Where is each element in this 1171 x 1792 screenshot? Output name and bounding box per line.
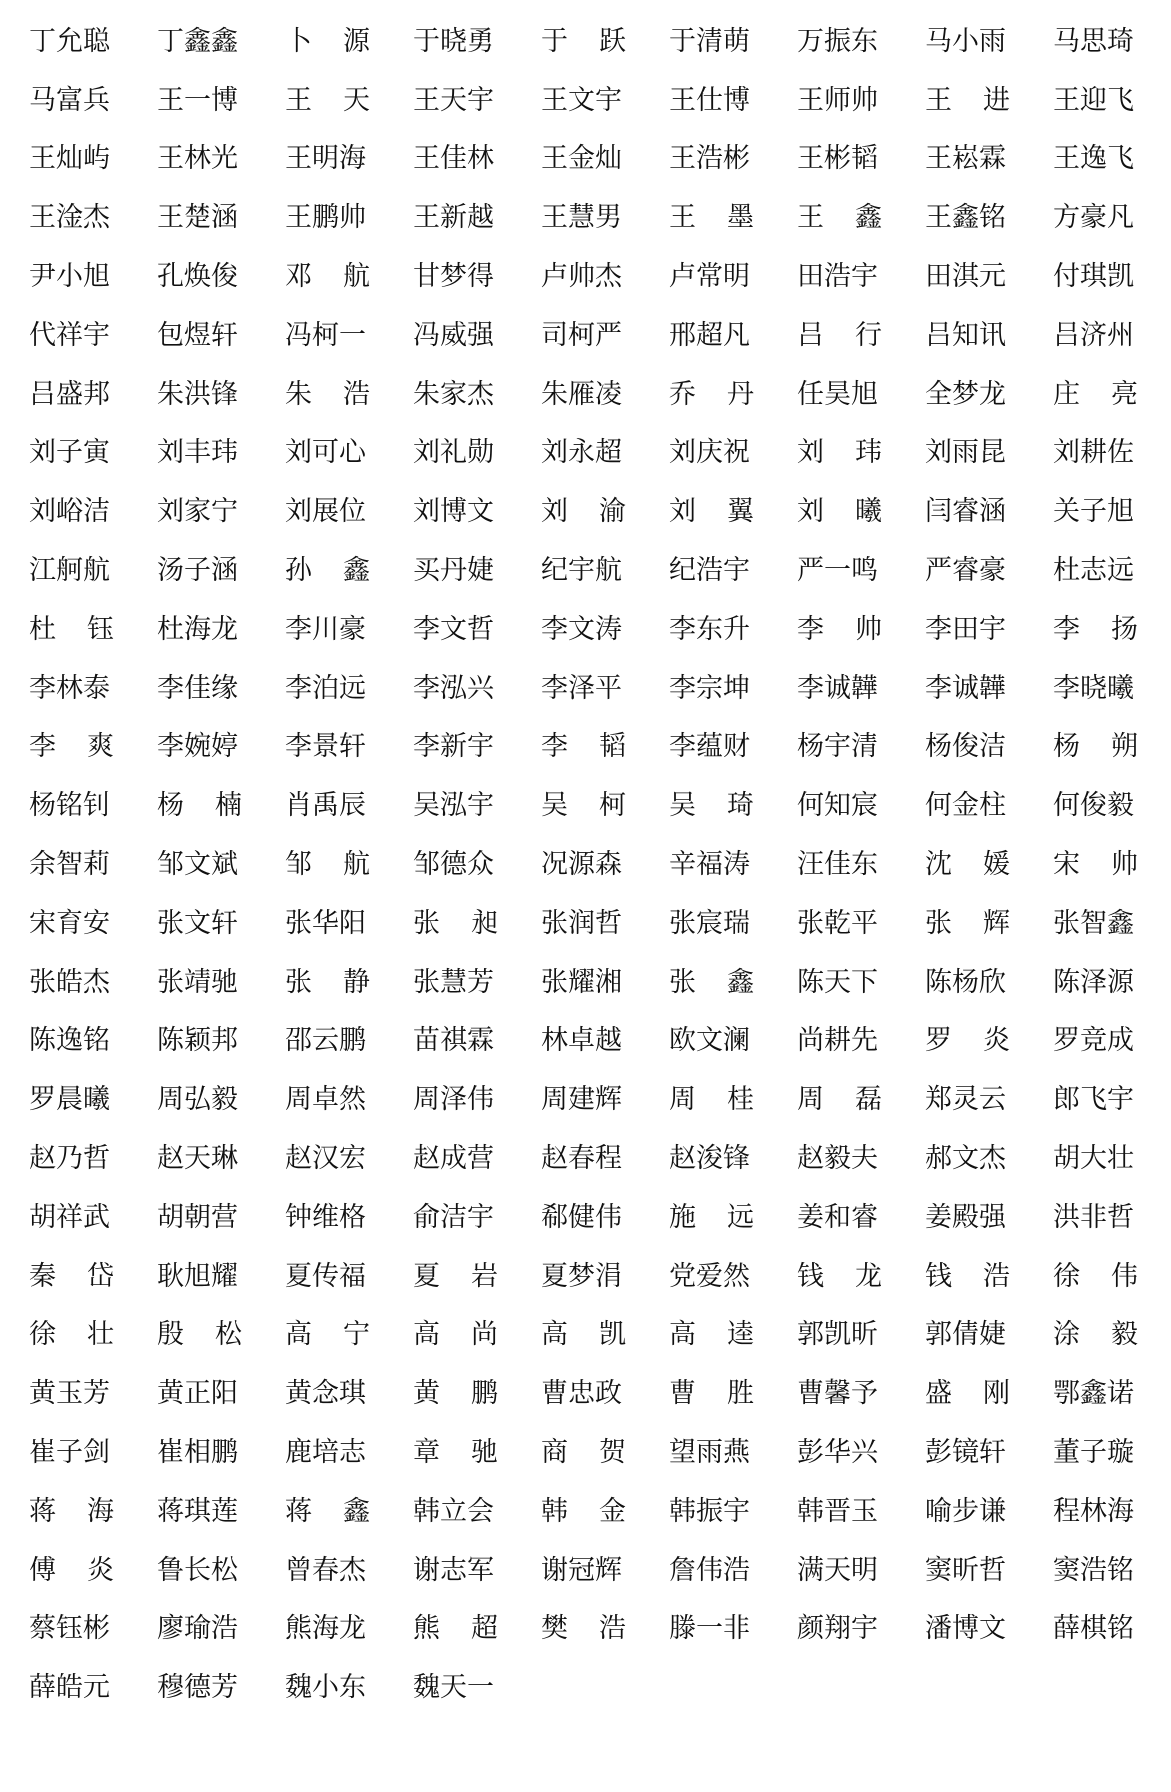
name-entry: 周 磊 (797, 1084, 882, 1116)
name-entry: 马思琦 (1053, 25, 1134, 57)
name-entry: 胡朝营 (157, 1201, 238, 1233)
name-entry: 刘 翼 (669, 496, 754, 528)
name-entry: 李 扬 (1053, 613, 1138, 645)
name-entry: 苗祺霖 (413, 1025, 494, 1057)
name-entry: 王 墨 (669, 202, 754, 234)
name-entry: 张润哲 (541, 907, 622, 939)
name-entry: 朱洪锋 (157, 378, 238, 410)
name-entry: 朱 浩 (285, 378, 370, 410)
name-entry: 张靖驰 (157, 966, 238, 998)
name-entry: 薛棋铭 (1053, 1613, 1134, 1645)
name-entry: 蔡钰彬 (29, 1613, 110, 1645)
name-entry: 彭镜轩 (925, 1437, 1006, 1469)
name-entry: 樊 浩 (541, 1613, 626, 1645)
name-entry: 姜和睿 (797, 1201, 878, 1233)
name-entry: 穆德芳 (157, 1672, 238, 1704)
name-entry: 李景轩 (285, 731, 366, 763)
name-entry: 秦 岱 (29, 1260, 114, 1292)
name-entry: 何金柱 (925, 790, 1006, 822)
name-entry: 杜 钰 (29, 613, 114, 645)
name-entry: 张文轩 (157, 907, 238, 939)
name-entry: 郭凯昕 (797, 1319, 878, 1351)
name-entry: 鄂鑫诺 (1053, 1378, 1134, 1410)
name-entry: 刘家宁 (157, 496, 238, 528)
name-entry: 卢帅杰 (541, 261, 622, 293)
name-entry: 余智莉 (29, 849, 110, 881)
name-entry: 曹忠政 (541, 1378, 622, 1410)
name-entry: 何知宸 (797, 790, 878, 822)
name-entry: 李诚韡 (797, 672, 878, 704)
name-entry: 罗晨曦 (29, 1084, 110, 1116)
name-entry: 谢冠辉 (541, 1554, 622, 1586)
name-entry: 鹿培志 (285, 1437, 366, 1469)
name-entry: 李蕴财 (669, 731, 750, 763)
name-entry: 吕知讯 (925, 319, 1006, 351)
name-entry: 崔相鹏 (157, 1437, 238, 1469)
name-entry: 韩振宇 (669, 1495, 750, 1527)
name-entry: 邹 航 (285, 849, 370, 881)
name-entry: 王新越 (413, 202, 494, 234)
name-entry: 林卓越 (541, 1025, 622, 1057)
name-entry: 吴泓宇 (413, 790, 494, 822)
name-entry: 刘庆祝 (669, 437, 750, 469)
name-entry: 吕 行 (797, 319, 882, 351)
name-entry: 李文涛 (541, 613, 622, 645)
name-entry: 郑灵云 (925, 1084, 1006, 1116)
name-entry: 赵汉宏 (285, 1143, 366, 1175)
name-entry: 夏传福 (285, 1260, 366, 1292)
name-entry: 曾春杰 (285, 1554, 366, 1586)
name-entry: 包煜轩 (157, 319, 238, 351)
name-entry: 李婉婷 (157, 731, 238, 763)
name-entry: 王崧霖 (925, 143, 1006, 175)
name-entry: 关子旭 (1053, 496, 1134, 528)
name-entry: 王楚涵 (157, 202, 238, 234)
name-entry: 鲁长松 (157, 1554, 238, 1586)
name-entry: 章 驰 (413, 1437, 498, 1469)
name-entry: 任昊旭 (797, 378, 878, 410)
name-entry: 张耀湘 (541, 966, 622, 998)
name-entry: 李新宇 (413, 731, 494, 763)
name-entry: 万振东 (797, 25, 878, 57)
name-entry: 尚耕先 (797, 1025, 878, 1057)
name-entry: 张 辉 (925, 907, 1010, 939)
name-entry: 李川豪 (285, 613, 366, 645)
name-entry: 俞洁宇 (413, 1201, 494, 1233)
name-entry: 丁鑫鑫 (157, 25, 238, 57)
name-entry: 廖瑜浩 (157, 1613, 238, 1645)
name-entry: 韩立会 (413, 1495, 494, 1527)
name-entry: 熊 超 (413, 1613, 498, 1645)
name-list (29, 12, 1151, 1717)
name-entry: 冯柯一 (285, 319, 366, 351)
name-entry: 纪宇航 (541, 555, 622, 587)
name-entry: 涂 毅 (1053, 1319, 1138, 1351)
name-entry: 张 静 (285, 966, 370, 998)
name-entry: 程林海 (1053, 1495, 1134, 1527)
name-entry: 蒋琪莲 (157, 1495, 238, 1527)
name-entry: 刘礼勋 (413, 437, 494, 469)
name-entry: 郭倩婕 (925, 1319, 1006, 1351)
name-entry: 张皓杰 (29, 966, 110, 998)
name-entry: 何俊毅 (1053, 790, 1134, 822)
name-entry: 李佳缘 (157, 672, 238, 704)
name-entry: 杜海龙 (157, 613, 238, 645)
name-entry: 张智鑫 (1053, 907, 1134, 939)
name-entry: 钱 浩 (925, 1260, 1010, 1292)
name-entry: 朱雁凌 (541, 378, 622, 410)
name-entry: 杨宇清 (797, 731, 878, 763)
name-entry: 王淦杰 (29, 202, 110, 234)
name-entry: 辛福涛 (669, 849, 750, 881)
name-entry: 刘耕佐 (1053, 437, 1134, 469)
name-entry: 买丹婕 (413, 555, 494, 587)
name-entry: 肖禹辰 (285, 790, 366, 822)
name-entry: 朱家杰 (413, 378, 494, 410)
name-entry: 董子璇 (1053, 1437, 1134, 1469)
name-entry: 李 帅 (797, 613, 882, 645)
name-entry: 纪浩宇 (669, 555, 750, 587)
name-entry: 周 桂 (669, 1084, 754, 1116)
name-entry: 耿旭耀 (157, 1260, 238, 1292)
name-entry: 王师帅 (797, 84, 878, 116)
name-entry: 滕一非 (669, 1613, 750, 1645)
name-entry: 黄玉芳 (29, 1378, 110, 1410)
name-entry: 高 凯 (541, 1319, 626, 1351)
name-entry: 喻步谦 (925, 1495, 1006, 1527)
name-entry: 赵乃哲 (29, 1143, 110, 1175)
name-entry: 殷 松 (157, 1319, 242, 1351)
name-entry: 蒋 海 (29, 1495, 114, 1527)
name-entry: 吴 琦 (669, 790, 754, 822)
name-entry: 王鹏帅 (285, 202, 366, 234)
name-entry: 高 宁 (285, 1319, 370, 1351)
name-entry: 刘展位 (285, 496, 366, 528)
name-entry: 李泽平 (541, 672, 622, 704)
name-entry: 胡大壮 (1053, 1143, 1134, 1175)
name-entry: 陈天下 (797, 966, 878, 998)
name-entry: 钱 龙 (797, 1260, 882, 1292)
name-entry: 李晓曦 (1053, 672, 1134, 704)
name-entry: 窦浩铭 (1053, 1554, 1134, 1586)
name-entry: 王金灿 (541, 143, 622, 175)
name-entry: 李泊远 (285, 672, 366, 704)
name-entry: 王佳林 (413, 143, 494, 175)
name-entry: 刘博文 (413, 496, 494, 528)
name-entry: 赵成营 (413, 1143, 494, 1175)
name-entry: 张华阳 (285, 907, 366, 939)
name-entry: 张宸瑞 (669, 907, 750, 939)
name-entry: 傅 炎 (29, 1554, 114, 1586)
name-entry: 李诚韡 (925, 672, 1006, 704)
name-entry: 况源森 (541, 849, 622, 881)
name-entry: 赵春程 (541, 1143, 622, 1175)
name-entry: 曹 胜 (669, 1378, 754, 1410)
name-entry: 党爱然 (669, 1260, 750, 1292)
name-entry: 闫睿涵 (925, 496, 1006, 528)
name-entry: 王逸飞 (1053, 143, 1134, 175)
name-entry: 郎飞宇 (1053, 1084, 1134, 1116)
name-entry: 于 跃 (541, 25, 626, 57)
name-entry: 曹馨予 (797, 1378, 878, 1410)
name-entry: 郗健伟 (541, 1201, 622, 1233)
name-entry: 田浩宇 (797, 261, 878, 293)
name-entry: 杜志远 (1053, 555, 1134, 587)
name-entry: 胡祥武 (29, 1201, 110, 1233)
name-entry: 王仕博 (669, 84, 750, 116)
name-entry: 马富兵 (29, 84, 110, 116)
name-entry: 王一博 (157, 84, 238, 116)
name-entry: 杨铭钊 (29, 790, 110, 822)
name-entry: 庄 亮 (1053, 378, 1138, 410)
name-entry: 徐 壮 (29, 1319, 114, 1351)
name-entry: 蒋 鑫 (285, 1495, 370, 1527)
name-entry: 张 昶 (413, 907, 498, 939)
name-entry: 洪非哲 (1053, 1201, 1134, 1233)
name-entry: 潘博文 (925, 1613, 1006, 1645)
name-entry: 邹文斌 (157, 849, 238, 881)
name-entry: 窦昕哲 (925, 1554, 1006, 1586)
name-entry: 李文哲 (413, 613, 494, 645)
name-entry: 王 天 (285, 84, 370, 116)
name-entry: 杨 楠 (157, 790, 242, 822)
name-entry: 刘 渝 (541, 496, 626, 528)
name-entry: 王 鑫 (797, 202, 882, 234)
name-entry: 吴 柯 (541, 790, 626, 822)
name-entry: 刘 曦 (797, 496, 882, 528)
name-entry: 邹德众 (413, 849, 494, 881)
name-entry: 黄 鹏 (413, 1378, 498, 1410)
name-entry: 邵云鹏 (285, 1025, 366, 1057)
name-entry: 施 远 (669, 1201, 754, 1233)
name-entry: 徐 伟 (1053, 1260, 1138, 1292)
name-entry: 卜 源 (285, 25, 370, 57)
name-entry: 韩 金 (541, 1495, 626, 1527)
name-entry: 谢志军 (413, 1554, 494, 1586)
name-entry: 周弘毅 (157, 1084, 238, 1116)
name-entry: 赵浚锋 (669, 1143, 750, 1175)
name-entry: 盛 刚 (925, 1378, 1010, 1410)
name-entry: 张 鑫 (669, 966, 754, 998)
name-entry: 杨俊洁 (925, 731, 1006, 763)
name-entry: 郝文杰 (925, 1143, 1006, 1175)
name-entry: 薛皓元 (29, 1672, 110, 1704)
name-entry: 江舸航 (29, 555, 110, 587)
name-entry: 王 进 (925, 84, 1010, 116)
name-entry: 全梦龙 (925, 378, 1006, 410)
name-entry: 赵天琳 (157, 1143, 238, 1175)
name-entry: 夏 岩 (413, 1260, 498, 1292)
name-entry: 刘丰玮 (157, 437, 238, 469)
name-entry: 满天明 (797, 1554, 878, 1586)
name-entry: 丁允聪 (29, 25, 110, 57)
name-entry: 韩晋玉 (797, 1495, 878, 1527)
name-entry: 王林光 (157, 143, 238, 175)
name-entry: 马小雨 (925, 25, 1006, 57)
name-entry: 王天宇 (413, 84, 494, 116)
name-entry: 汪佳东 (797, 849, 878, 881)
name-entry: 方豪凡 (1053, 202, 1134, 234)
name-entry: 罗竞成 (1053, 1025, 1134, 1057)
name-entry: 周建辉 (541, 1084, 622, 1116)
name-entry: 李 韬 (541, 731, 626, 763)
name-entry: 欧文澜 (669, 1025, 750, 1057)
name-entry: 周泽伟 (413, 1084, 494, 1116)
name-entry: 陈逸铭 (29, 1025, 110, 1057)
name-entry: 望雨燕 (669, 1437, 750, 1469)
name-entry: 李田宇 (925, 613, 1006, 645)
name-entry: 冯威强 (413, 319, 494, 351)
name-entry: 邓 航 (285, 261, 370, 293)
name-entry: 司柯严 (541, 319, 622, 351)
name-entry: 严睿豪 (925, 555, 1006, 587)
name-entry: 刘峪洁 (29, 496, 110, 528)
name-entry: 孔焕俊 (157, 261, 238, 293)
name-entry: 詹伟浩 (669, 1554, 750, 1586)
name-entry: 付琪凯 (1053, 261, 1134, 293)
name-entry: 熊海龙 (285, 1613, 366, 1645)
name-entry: 邢超凡 (669, 319, 750, 351)
name-entry: 于清萌 (669, 25, 750, 57)
name-entry: 刘永超 (541, 437, 622, 469)
name-entry: 赵毅夫 (797, 1143, 878, 1175)
name-entry: 孙 鑫 (285, 555, 370, 587)
name-entry: 代祥宇 (29, 319, 110, 351)
name-entry: 杨 朔 (1053, 731, 1138, 763)
name-entry: 彭华兴 (797, 1437, 878, 1469)
name-entry: 魏小东 (285, 1672, 366, 1704)
name-entry: 夏梦涓 (541, 1260, 622, 1292)
name-entry: 王文宇 (541, 84, 622, 116)
name-entry: 刘子寅 (29, 437, 110, 469)
name-entry: 王浩彬 (669, 143, 750, 175)
name-entry: 黄念琪 (285, 1378, 366, 1410)
name-entry: 甘梦得 (413, 261, 494, 293)
name-entry: 黄正阳 (157, 1378, 238, 1410)
name-entry: 钟维格 (285, 1201, 366, 1233)
name-entry: 高 尚 (413, 1319, 498, 1351)
name-entry: 王慧男 (541, 202, 622, 234)
name-entry: 李宗坤 (669, 672, 750, 704)
name-entry: 李林泰 (29, 672, 110, 704)
name-entry: 王迎飞 (1053, 84, 1134, 116)
name-entry: 张慧芳 (413, 966, 494, 998)
name-entry: 吕盛邦 (29, 378, 110, 410)
name-entry: 汤子涵 (157, 555, 238, 587)
name-entry: 陈杨欣 (925, 966, 1006, 998)
name-entry: 陈泽源 (1053, 966, 1134, 998)
name-entry: 高 逵 (669, 1319, 754, 1351)
name-entry: 严一鸣 (797, 555, 878, 587)
name-entry: 吕济州 (1053, 319, 1134, 351)
name-entry: 魏天一 (413, 1672, 494, 1704)
name-entry: 王明海 (285, 143, 366, 175)
name-entry: 王灿屿 (29, 143, 110, 175)
name-entry: 姜殿强 (925, 1201, 1006, 1233)
name-entry: 宋 帅 (1053, 849, 1138, 881)
name-entry: 尹小旭 (29, 261, 110, 293)
name-entry: 李东升 (669, 613, 750, 645)
name-entry: 于晓勇 (413, 25, 494, 57)
name-entry: 崔子剑 (29, 1437, 110, 1469)
name-entry: 周卓然 (285, 1084, 366, 1116)
name-entry: 刘可心 (285, 437, 366, 469)
name-entry: 刘雨昆 (925, 437, 1006, 469)
name-entry: 李泓兴 (413, 672, 494, 704)
name-entry: 刘 玮 (797, 437, 882, 469)
name-entry: 卢常明 (669, 261, 750, 293)
name-entry: 王鑫铭 (925, 202, 1006, 234)
name-entry: 乔 丹 (669, 378, 754, 410)
name-entry: 宋育安 (29, 907, 110, 939)
name-entry: 田淇元 (925, 261, 1006, 293)
name-entry: 张乾平 (797, 907, 878, 939)
name-entry: 陈颖邦 (157, 1025, 238, 1057)
name-entry: 罗 炎 (925, 1025, 1010, 1057)
name-entry: 商 贺 (541, 1437, 626, 1469)
name-entry: 王彬韬 (797, 143, 878, 175)
name-entry: 李 爽 (29, 731, 114, 763)
name-entry: 颜翔宇 (797, 1613, 878, 1645)
name-entry: 沈 媛 (925, 849, 1010, 881)
